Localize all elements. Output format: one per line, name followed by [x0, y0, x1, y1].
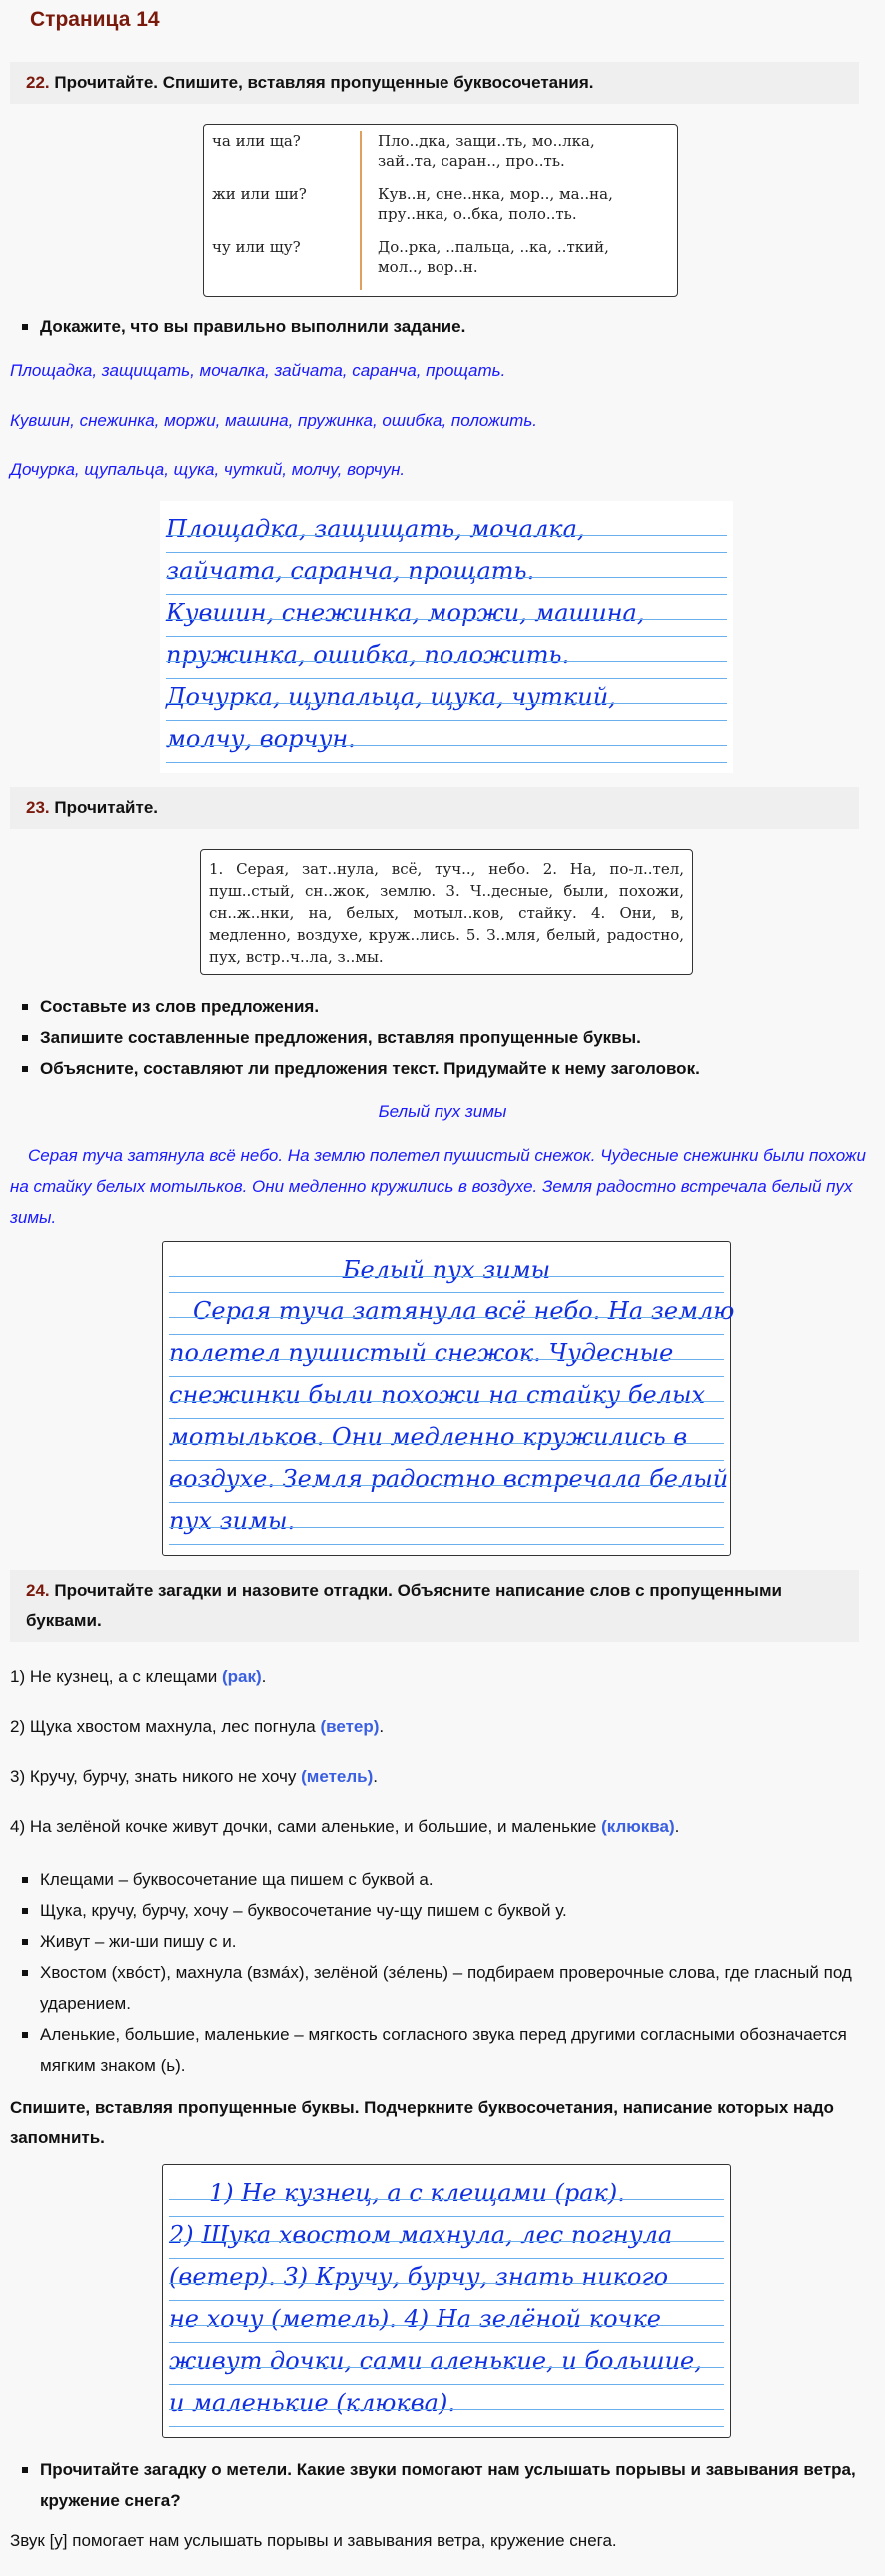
handwriting-line: зайчата, саранча, прощать.: [166, 553, 727, 595]
combo-label: жи или ши?: [212, 185, 307, 203]
explanations-list: [10, 1864, 875, 2081]
handwriting-line: Площадка, защищать, мочалка,: [166, 511, 727, 553]
riddle-item: 4) На зелёной кочке живут дочки, сами аленькие, и большие, и маленькие (клюква).: [10, 1817, 680, 1836]
handwriting-line: Дочурка, щупальца, щука, чуткий,: [166, 679, 727, 721]
handwriting-line: не хочу (метель). 4) На зелёной кочке: [169, 2301, 724, 2343]
riddle-answer: (клюква): [601, 1817, 675, 1836]
task-23-header: [10, 787, 859, 829]
letter-combos-column: [212, 131, 362, 290]
task-number: 22.: [26, 73, 50, 92]
words-line: пру..нка, о..бка, поло..ть.: [378, 205, 577, 223]
handwriting-line: полетел пушистый снежок. Чудесные: [169, 1335, 724, 1377]
task-title: Прочитайте.: [54, 798, 158, 817]
handwriting-line: снежинки были похожи на стайку белых: [169, 1377, 724, 1419]
handwriting-line: молчу, ворчун.: [166, 721, 727, 763]
textbook-box-23: 1. Серая, зат..нула, всё, туч.., небо. 2. На, по-л..тел, пуш..стый, сн..жок, землю. 3. Ч..десные, были, похожи, сн..ж..нки, на, белых, мотыл..ков, стайку. 4. Они, в, медленно, воздухе, круж..лись. 5. З..мля, белый, радостно, пух, встр..ч..ла, з..мы.: [200, 849, 693, 975]
words-line: зай..та, саран.., про..ть.: [378, 152, 565, 170]
sound-answer: Звук [у] помогает нам услышать порывы и завывания ветра, кружение снега.: [10, 2531, 617, 2550]
task-title: Прочитайте. Спишите, вставляя пропущенные буквосочетания.: [54, 73, 594, 92]
task-22-header: [10, 62, 859, 104]
handwriting-line: живут дочки, сами аленькие, и большие,: [169, 2343, 724, 2385]
sound-question-list: [10, 2454, 875, 2516]
explanation-item: Живут – жи-ши пишу с и.: [22, 1926, 875, 1957]
words-line: Кув..н, сне..нка, мор.., ма..на,: [378, 185, 613, 203]
story-text: Серая туча затянула всё небо. На землю полетел пушистый снежок. Чудесные снежинки были похожи на стайку белых мотыльков. Они медленно кружились в воздухе. Земля радостно встречала белый пух зимы.: [10, 1146, 866, 1227]
riddle-text: 4) На зелёной кочке живут дочки, сами аленькие, и большие, и маленькие: [10, 1817, 602, 1836]
words-line: До..рка, ..пальца, ..ка, ..ткий,: [378, 238, 609, 256]
handwriting-line: (ветер). 3) Кручу, бурчу, знать никого: [169, 2259, 724, 2301]
words-group: [378, 237, 613, 290]
handwriting-line: и маленькие (клюква).: [169, 2385, 724, 2427]
bullet-item: Объясните, составляют ли предложения текст. Придумайте к нему заголовок.: [22, 1053, 875, 1084]
task-number: 24.: [26, 1581, 50, 1600]
handwriting-title: Белый пух зимы: [169, 1252, 724, 1293]
handwriting-line: пружинка, ошибка, положить.: [166, 637, 727, 679]
explanation-item: Клещами – буквосочетание ща пишем с буквой а.: [22, 1864, 875, 1895]
explanation-item: Аленькие, большие, маленькие – мягкость согласного звука перед другими согласными обозначается мягким знаком (ь).: [22, 2019, 875, 2081]
bullet-item: Докажите, что вы правильно выполнили задание.: [22, 311, 875, 342]
combo-label: чу или щу?: [212, 238, 301, 256]
page-title: Страница 14: [30, 8, 160, 31]
words-column: [362, 131, 613, 290]
riddle-item: 2) Щука хвостом махнула, лес погнула (ветер).: [10, 1717, 385, 1736]
riddle-answer: (ветер): [320, 1717, 380, 1736]
answer-line: Площадка, защищать, мочалка, зайчата, саранча, прощать.: [10, 361, 506, 380]
riddle-item: 1) Не кузнец, а с клещами (рак).: [10, 1667, 267, 1686]
words-line: Пло..дка, защи..ть, мо..лка,: [378, 132, 595, 150]
sound-question: Прочитайте загадку о метели. Какие звуки помогают нам услышать порывы и завывания ветра, кружение снега?: [22, 2454, 875, 2516]
handwriting-image-23: [162, 1241, 735, 1556]
answer-line: Кувшин, снежинка, моржи, машина, пружинка, ошибка, положить.: [10, 411, 537, 429]
task-22-bullets: [10, 311, 875, 342]
copy-task-instruction: Спишите, вставляя пропущенные буквы. Подчеркните буквосочетания, написание которых надо запомнить.: [10, 2098, 834, 2147]
handwriting-line: 2) Щука хвостом махнула, лес погнула: [169, 2217, 724, 2259]
combo-label: ча или ща?: [212, 132, 301, 150]
words-line: мол.., вор..н.: [378, 258, 478, 276]
explanation-item: Хвостом (хвóст), махнула (взмáх), зелёной (зéлень) – подбираем проверочные слова, где гласный под ударением.: [22, 1957, 875, 2019]
bullet-item: Запишите составленные предложения, вставляя пропущенные буквы.: [22, 1022, 875, 1053]
story-title: Белый пух зимы: [378, 1102, 507, 1121]
handwriting-line: воздухе. Земля радостно встречала белый: [169, 1461, 724, 1503]
task-24-header: [10, 1570, 859, 1642]
task-23-bullets: [10, 991, 875, 1084]
riddles-list: [10, 1652, 875, 1852]
words-group: [378, 184, 613, 237]
task-title: Прочитайте загадки и назовите отгадки. Объясните написание слов с пропущенными буквами.: [26, 1581, 782, 1630]
riddle-text: 1) Не кузнец, а с клещами: [10, 1667, 222, 1686]
task-22-answers: [10, 346, 875, 495]
task-number: 23.: [26, 798, 50, 817]
riddle-text: 2) Щука хвостом махнула, лес погнула: [10, 1717, 321, 1736]
textbook-box-22: [203, 124, 678, 297]
handwriting-line: пух зимы.: [169, 1503, 724, 1545]
handwriting-line: Серая туча затянула всё небо. На землю: [169, 1293, 724, 1335]
handwriting-image-22: [160, 501, 733, 773]
handwriting-image-24: [162, 2164, 731, 2438]
handwriting-line: 1) Не кузнец, а с клещами (рак).: [169, 2175, 724, 2217]
riddle-item: 3) Кручу, бурчу, знать никого не хочу (метель).: [10, 1767, 379, 1786]
handwriting-line: Кувшин, снежинка, моржи, машина,: [166, 595, 727, 637]
riddle-answer: (метель): [301, 1767, 374, 1786]
explanation-item: Щука, кручу, бурчу, хочу – буквосочетание чу-щу пишем с буквой у.: [22, 1895, 875, 1926]
riddle-text: 3) Кручу, бурчу, знать никого не хочу: [10, 1767, 302, 1786]
words-group: [378, 131, 613, 184]
riddle-answer: (рак): [222, 1667, 262, 1686]
handwriting-line: мотыльков. Они медленно кружились в: [169, 1419, 724, 1461]
bullet-item: Составьте из слов предложения.: [22, 991, 875, 1022]
answer-line: Дочурка, щупальца, щука, чуткий, молчу, ворчун.: [10, 460, 406, 479]
